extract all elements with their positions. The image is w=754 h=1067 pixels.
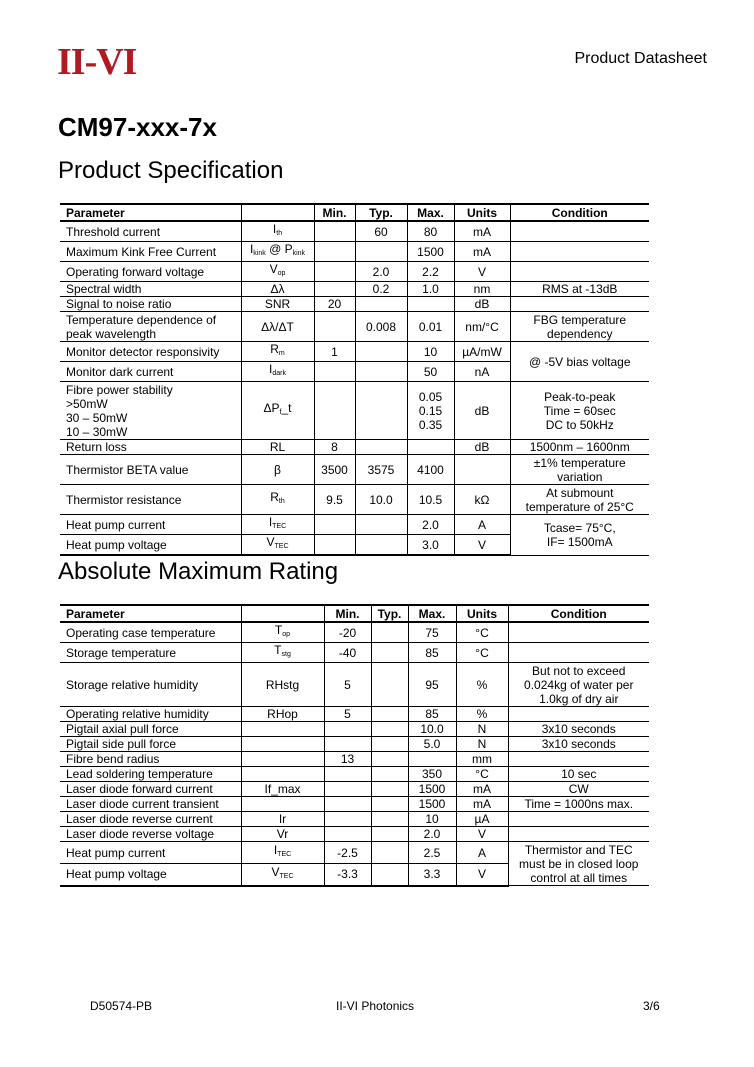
- table-row: [60, 382, 649, 440]
- typ-cell: [355, 362, 407, 382]
- min-cell: 5: [324, 663, 371, 707]
- typ-cell: [371, 707, 408, 722]
- max-cell: 2.2: [407, 262, 454, 282]
- symbol-cell: SNR: [241, 297, 314, 312]
- typ-cell: [355, 515, 407, 535]
- company-logo: II-VI: [57, 41, 137, 83]
- absmax-table: [60, 604, 649, 887]
- column-header: Parameter: [60, 605, 241, 622]
- typ-cell: [355, 242, 407, 262]
- units-cell: dB: [454, 382, 510, 440]
- symbol-cell: $T_{stg}$: [241, 643, 324, 663]
- typ-cell: [371, 842, 408, 864]
- table-row: [60, 515, 649, 535]
- max-cell: 80: [407, 221, 454, 242]
- symbol-subscript: op: [277, 270, 286, 277]
- max-cell: 2.0: [407, 515, 454, 535]
- typ-cell: [355, 342, 407, 362]
- max-cell: 95: [408, 663, 456, 707]
- symbol-cell: [241, 737, 324, 752]
- parameter-cell: Thermistor BETA value: [60, 455, 241, 485]
- condition-cell: 3x10 seconds: [508, 737, 649, 752]
- table-row: [60, 440, 649, 455]
- max-cell: [407, 297, 454, 312]
- parameter-cell: Operating forward voltage: [60, 262, 241, 282]
- units-cell: V: [454, 535, 510, 556]
- table-row: [60, 797, 649, 812]
- table-row: [60, 262, 649, 282]
- units-cell: N: [456, 737, 508, 752]
- symbol-subscript: th: [276, 230, 283, 237]
- min-cell: 8: [314, 440, 355, 455]
- table-row: [60, 737, 649, 752]
- parameter-cell: Pigtail axial pull force: [60, 722, 241, 737]
- condition-cell: Peak-to-peak Time = 60sec DC to 50kHz: [510, 382, 649, 440]
- parameter-cell: Laser diode forward current: [60, 782, 241, 797]
- units-cell: °C: [456, 643, 508, 663]
- condition-cell: [508, 622, 649, 643]
- condition-cell: [508, 827, 649, 842]
- units-cell: nm: [454, 282, 510, 297]
- typ-cell: [371, 797, 408, 812]
- units-cell: °C: [456, 767, 508, 782]
- footer-company: II-VI Photonics: [336, 999, 415, 1013]
- symbol-cell: $I_{th}$: [241, 221, 314, 242]
- max-cell: 0.05 0.15 0.35: [407, 382, 454, 440]
- column-header: Condition: [510, 204, 649, 221]
- symbol-cell: RHstg: [241, 663, 324, 707]
- parameter-cell: Laser diode reverse voltage: [60, 827, 241, 842]
- typ-cell: [371, 737, 408, 752]
- column-header: Min.: [314, 204, 355, 221]
- typ-cell: [355, 297, 407, 312]
- min-cell: 1: [314, 342, 355, 362]
- condition-cell: [510, 221, 649, 242]
- max-cell: 2.0: [408, 827, 456, 842]
- doc-type-label: Product Datasheet: [574, 50, 707, 67]
- table-row: [60, 312, 649, 342]
- min-cell: [314, 535, 355, 556]
- typ-cell: 60: [355, 221, 407, 242]
- units-cell: A: [454, 515, 510, 535]
- symbol-cell: [241, 767, 324, 782]
- min-cell: 3500: [314, 455, 355, 485]
- parameter-cell: Fibre bend radius: [60, 752, 241, 767]
- max-cell: 50: [407, 362, 454, 382]
- min-cell: [314, 382, 355, 440]
- min-cell: [314, 312, 355, 342]
- max-cell: 10: [407, 342, 454, 362]
- spec-header-row: [60, 204, 649, 221]
- parameter-cell: Spectral width: [60, 282, 241, 297]
- table-row: [60, 767, 649, 782]
- parameter-cell: Threshold current: [60, 221, 241, 242]
- table-row: [60, 455, 649, 485]
- condition-cell: 3x10 seconds: [508, 722, 649, 737]
- symbol-subscript: f: [279, 409, 282, 416]
- condition-cell: FBG temperature dependency: [510, 312, 649, 342]
- parameter-cell: Storage relative humidity: [60, 663, 241, 707]
- max-cell: 1500: [407, 242, 454, 262]
- typ-cell: 0.008: [355, 312, 407, 342]
- column-header: [241, 204, 314, 221]
- table-row: [60, 663, 649, 707]
- condition-cell: ±1% temperature variation: [510, 455, 649, 485]
- condition-cell: Time = 1000ns max.: [508, 797, 649, 812]
- column-header: Typ.: [355, 204, 407, 221]
- parameter-cell: Monitor detector responsivity: [60, 342, 241, 362]
- column-header: Typ.: [371, 605, 408, 622]
- typ-cell: 3575: [355, 455, 407, 485]
- min-cell: -3.3: [324, 864, 371, 886]
- min-cell: [324, 782, 371, 797]
- parameter-cell: Laser diode current transient: [60, 797, 241, 812]
- units-cell: mm: [456, 752, 508, 767]
- table-row: [60, 707, 649, 722]
- symbol-subscript: dark: [272, 370, 286, 377]
- parameter-cell: Thermistor resistance: [60, 485, 241, 515]
- condition-cell: [508, 643, 649, 663]
- parameter-cell: Laser diode reverse current: [60, 812, 241, 827]
- typ-cell: [371, 864, 408, 886]
- min-cell: [324, 812, 371, 827]
- condition-cell: [510, 242, 649, 262]
- condition-cell: CW: [508, 782, 649, 797]
- symbol-cell: [241, 722, 324, 737]
- condition-cell: But not to exceed 0.024kg of water per 1.0kg of dry air: [508, 663, 649, 707]
- max-cell: 2.5: [408, 842, 456, 864]
- parameter-cell: Temperature dependence of peak wavelength: [60, 312, 241, 342]
- symbol-subscript: kink: [253, 250, 266, 257]
- table-row: [60, 282, 649, 297]
- units-cell: V: [454, 262, 510, 282]
- condition-cell: At submount temperature of 25°C: [510, 485, 649, 515]
- column-header: [241, 605, 324, 622]
- parameter-cell: Fibre power stability >50mW 30 – 50mW 10 – 30mW: [60, 382, 241, 440]
- max-cell: 5.0: [408, 737, 456, 752]
- symbol-cell: Ir: [241, 812, 324, 827]
- table-row: [60, 342, 649, 362]
- symbol-cell: $T_{op}$: [241, 622, 324, 643]
- units-cell: µA/mW: [454, 342, 510, 362]
- symbol-subscript: TEC: [279, 872, 294, 880]
- max-cell: [408, 752, 456, 767]
- table-row: [60, 812, 649, 827]
- min-cell: [324, 797, 371, 812]
- typ-cell: [355, 382, 407, 440]
- units-cell: mA: [454, 242, 510, 262]
- column-header: Units: [456, 605, 508, 622]
- max-cell: 85: [408, 707, 456, 722]
- symbol-subscript: m: [278, 350, 285, 357]
- units-cell: mA: [456, 797, 508, 812]
- parameter-cell: Operating case temperature: [60, 622, 241, 643]
- symbol-subscript: th: [278, 498, 285, 505]
- min-cell: [324, 827, 371, 842]
- max-cell: 3.0: [407, 535, 454, 556]
- units-cell: [454, 455, 510, 485]
- condition-cell: [510, 262, 649, 282]
- spec-table: [60, 203, 649, 556]
- max-cell: 4100: [407, 455, 454, 485]
- table-row: [60, 297, 649, 312]
- typ-cell: [371, 812, 408, 827]
- parameter-cell: Heat pump voltage: [60, 864, 241, 886]
- parameter-cell: Lead soldering temperature: [60, 767, 241, 782]
- parameter-cell: Pigtail side pull force: [60, 737, 241, 752]
- symbol-subscript: TEC: [277, 851, 292, 858]
- min-cell: [314, 221, 355, 242]
- column-header: Max.: [407, 204, 454, 221]
- max-cell: 0.01: [407, 312, 454, 342]
- max-cell: 10: [408, 812, 456, 827]
- units-cell: dB: [454, 440, 510, 455]
- symbol-cell: $I_{dark}$: [241, 362, 314, 382]
- condition-cell: 10 sec: [508, 767, 649, 782]
- typ-cell: [371, 827, 408, 842]
- parameter-cell: Heat pump current: [60, 842, 241, 864]
- footer-doc-id: D50574-PB: [90, 999, 153, 1013]
- units-cell: kΩ: [454, 485, 510, 515]
- table-row: [60, 722, 649, 737]
- units-cell: mA: [456, 782, 508, 797]
- table-row: [60, 752, 649, 767]
- table-row: [60, 782, 649, 797]
- column-header: Units: [454, 204, 510, 221]
- table-row: [60, 827, 649, 842]
- min-cell: 13: [324, 752, 371, 767]
- min-cell: [314, 242, 355, 262]
- max-cell: [407, 440, 454, 455]
- max-cell: 3.3: [408, 864, 456, 886]
- units-cell: nm/°C: [454, 312, 510, 342]
- typ-cell: 10.0: [355, 485, 407, 515]
- min-cell: 20: [314, 297, 355, 312]
- symbol-subscript: TEC: [274, 543, 289, 550]
- units-cell: A: [456, 842, 508, 864]
- symbol-cell: RHop: [241, 707, 324, 722]
- max-cell: 10.0: [408, 722, 456, 737]
- condition-cell: @ -5V bias voltage: [510, 342, 649, 382]
- condition-cell: 1500nm – 1600nm: [510, 440, 649, 455]
- parameter-cell: Storage temperature: [60, 643, 241, 663]
- units-cell: nA: [454, 362, 510, 382]
- condition-cell: RMS at -13dB: [510, 282, 649, 297]
- symbol-cell: $V_{TEC}$: [241, 864, 324, 886]
- symbol-subscript: TEC: [272, 523, 287, 530]
- table-row: [60, 242, 649, 262]
- absmax-heading: Absolute Maximum Rating: [58, 558, 339, 585]
- typ-cell: [355, 535, 407, 556]
- units-cell: dB: [454, 297, 510, 312]
- min-cell: 5: [324, 707, 371, 722]
- symbol-cell: $I_{TEC}$: [241, 842, 324, 864]
- typ-cell: [371, 643, 408, 663]
- table-row: [60, 221, 649, 242]
- parameter-cell: Monitor dark current: [60, 362, 241, 382]
- units-cell: °C: [456, 622, 508, 643]
- units-cell: V: [456, 827, 508, 842]
- units-cell: µA: [456, 812, 508, 827]
- min-cell: 9.5: [314, 485, 355, 515]
- footer-page-number: 3/6: [643, 999, 660, 1013]
- min-cell: [314, 262, 355, 282]
- typ-cell: [371, 782, 408, 797]
- condition-cell: Tcase= 75°C, IF= 1500mA: [510, 515, 649, 556]
- symbol-cell: $V_{op}$: [241, 262, 314, 282]
- typ-cell: 0.2: [355, 282, 407, 297]
- table-row: [60, 622, 649, 643]
- symbol-subscript: stg: [281, 651, 291, 658]
- table-row: [60, 485, 649, 515]
- symbol-cell: $I_{TEC}$: [241, 515, 314, 535]
- symbol-cell: [241, 797, 324, 812]
- typ-cell: 2.0: [355, 262, 407, 282]
- max-cell: 1.0: [407, 282, 454, 297]
- parameter-cell: Heat pump voltage: [60, 535, 241, 556]
- min-cell: [324, 767, 371, 782]
- min-cell: -20: [324, 622, 371, 643]
- max-cell: 75: [408, 622, 456, 643]
- symbol-cell: [241, 752, 324, 767]
- symbol-cell: $\Delta P_f\_t$: [241, 382, 314, 440]
- column-header: Parameter: [60, 204, 241, 221]
- parameter-cell: Operating relative humidity: [60, 707, 241, 722]
- typ-cell: [371, 722, 408, 737]
- symbol-cell: $R_m$: [241, 342, 314, 362]
- units-cell: N: [456, 722, 508, 737]
- typ-cell: [355, 440, 407, 455]
- min-cell: [324, 737, 371, 752]
- typ-cell: [371, 767, 408, 782]
- symbol-cell: $I_{kink}$ @ $P_{kink}$: [241, 242, 314, 262]
- symbol-cell: β: [241, 455, 314, 485]
- max-cell: 350: [408, 767, 456, 782]
- parameter-cell: Signal to noise ratio: [60, 297, 241, 312]
- condition-cell: [508, 812, 649, 827]
- symbol-cell: RL: [241, 440, 314, 455]
- units-cell: mA: [454, 221, 510, 242]
- symbol-cell: If_max: [241, 782, 324, 797]
- table-row: [60, 643, 649, 663]
- max-cell: 10.5: [407, 485, 454, 515]
- absmax-header-row: [60, 605, 649, 622]
- typ-cell: [371, 663, 408, 707]
- condition-cell: Thermistor and TEC must be in closed loop control at all times: [508, 842, 649, 886]
- min-cell: [314, 362, 355, 382]
- min-cell: [314, 515, 355, 535]
- typ-cell: [371, 622, 408, 643]
- parameter-cell: Maximum Kink Free Current: [60, 242, 241, 262]
- min-cell: -2.5: [324, 842, 371, 864]
- units-cell: %: [456, 663, 508, 707]
- condition-cell: [508, 707, 649, 722]
- condition-cell: [510, 297, 649, 312]
- max-cell: 85: [408, 643, 456, 663]
- column-header: Min.: [324, 605, 371, 622]
- symbol-cell: $V_{TEC}$: [241, 535, 314, 556]
- typ-cell: [371, 752, 408, 767]
- max-cell: 1500: [408, 797, 456, 812]
- symbol-cell: Vr: [241, 827, 324, 842]
- parameter-cell: Heat pump current: [60, 515, 241, 535]
- table-row: [60, 842, 649, 864]
- symbol-subscript: kink: [292, 250, 306, 257]
- product-title: CM97-xxx-7x: [58, 112, 217, 142]
- spec-heading: Product Specification: [58, 157, 284, 184]
- parameter-cell: Return loss: [60, 440, 241, 455]
- symbol-cell: Δλ: [241, 282, 314, 297]
- column-header: Condition: [508, 605, 649, 622]
- min-cell: [324, 722, 371, 737]
- symbol-cell: Δλ/ΔT: [241, 312, 314, 342]
- condition-cell: [508, 752, 649, 767]
- symbol-subscript: op: [282, 631, 291, 638]
- units-cell: V: [456, 864, 508, 886]
- units-cell: %: [456, 707, 508, 722]
- column-header: Max.: [408, 605, 456, 622]
- min-cell: [314, 282, 355, 297]
- max-cell: 1500: [408, 782, 456, 797]
- symbol-cell: $R_{th}$: [241, 485, 314, 515]
- min-cell: -40: [324, 643, 371, 663]
